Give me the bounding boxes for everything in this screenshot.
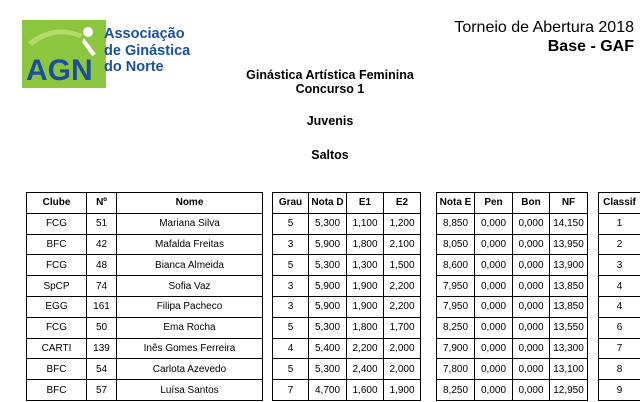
cell-pen: 0,000 [475, 380, 513, 401]
cell-e1: 2,400 [347, 359, 384, 380]
table-row [27, 338, 263, 359]
cell-nome: Inês Gomes Ferreira [117, 338, 263, 359]
col-nota-d: Nota D [309, 193, 347, 214]
table-row [27, 276, 263, 297]
cell-bon: 0,000 [513, 234, 550, 255]
contest-title: Concurso 1 [295, 82, 365, 96]
cell-grau: 7 [273, 380, 309, 401]
cell-pen: 0,000 [475, 359, 513, 380]
table-row [437, 296, 588, 317]
organization-name [104, 26, 190, 76]
cell-nota-e: 7,950 [437, 276, 475, 297]
level-title: Juvenis [306, 114, 354, 128]
cell-grau: 5 [273, 359, 309, 380]
cell-nota-e: 8,250 [437, 380, 475, 401]
table-row [599, 234, 640, 255]
col-e1: E1 [347, 193, 384, 214]
score-table [436, 192, 588, 401]
cell-num: 57 [87, 380, 117, 401]
agn-logo [22, 20, 106, 88]
cell-pen: 0,000 [475, 234, 513, 255]
cell-nome: Filipa Pacheco [117, 296, 263, 317]
cell-e2: 2,100 [384, 234, 421, 255]
table-row [273, 296, 421, 317]
org-line-1: Associação [104, 26, 185, 42]
apparatus-title: Saltos [311, 148, 349, 162]
cell-classif: 4 [599, 276, 640, 297]
cell-nota-e: 7,800 [437, 359, 475, 380]
table-row [437, 359, 588, 380]
col-grau: Grau [273, 193, 309, 214]
cell-clube: BFC [27, 359, 87, 380]
cell-classif: 6 [599, 317, 640, 338]
tournament-title [454, 18, 634, 56]
cell-nf: 13,950 [550, 234, 588, 255]
cell-num: 139 [87, 338, 117, 359]
cell-nota-d: 5,400 [309, 338, 347, 359]
cell-nota-e: 7,950 [437, 296, 475, 317]
col-clube: Clube [27, 193, 87, 214]
rank-table [598, 192, 640, 401]
table-row [599, 213, 640, 234]
table-row [273, 380, 421, 401]
table-row [437, 276, 588, 297]
cell-num: 161 [87, 296, 117, 317]
col-nf: NF [550, 193, 588, 214]
cell-nf: 14,150 [550, 213, 588, 234]
cell-classif: 8 [599, 359, 640, 380]
cell-e2: 1,500 [384, 255, 421, 276]
cell-e1: 2,200 [347, 338, 384, 359]
cell-classif: 4 [599, 296, 640, 317]
cell-e2: 1,700 [384, 317, 421, 338]
col-classif: Classif [599, 193, 640, 214]
table-row [27, 234, 263, 255]
tournament-category: Base - GAF [547, 38, 634, 55]
table-row [599, 317, 640, 338]
cell-num: 50 [87, 317, 117, 338]
table-row [27, 380, 263, 401]
cell-nf: 13,300 [550, 338, 588, 359]
cell-grau: 5 [273, 213, 309, 234]
cell-nota-d: 5,900 [309, 276, 347, 297]
cell-clube: FCG [27, 317, 87, 338]
table-row [599, 255, 640, 276]
cell-pen: 0,000 [475, 255, 513, 276]
table-row [599, 296, 640, 317]
table-row [437, 213, 588, 234]
cell-pen: 0,000 [475, 213, 513, 234]
cell-e2: 1,900 [384, 380, 421, 401]
cell-classif: 2 [599, 234, 640, 255]
logo-letters: AGN [26, 54, 93, 87]
col-e2: E2 [384, 193, 421, 214]
cell-nota-d: 5,300 [309, 255, 347, 276]
cell-nota-e: 8,850 [437, 213, 475, 234]
cell-nome: Mafalda Freitas [117, 234, 263, 255]
cell-grau: 5 [273, 255, 309, 276]
cell-bon: 0,000 [513, 380, 550, 401]
cell-clube: BFC [27, 380, 87, 401]
cell-nome: Luísa Santos [117, 380, 263, 401]
athlete-table [26, 192, 263, 401]
cell-pen: 0,000 [475, 276, 513, 297]
cell-nf: 13,850 [550, 276, 588, 297]
org-line-2: de Ginástica [104, 42, 191, 59]
cell-grau: 4 [273, 338, 309, 359]
cell-e2: 1,200 [384, 213, 421, 234]
table-row [273, 276, 421, 297]
org-line-3: do Norte [104, 59, 164, 75]
cell-e1: 1,900 [347, 276, 384, 297]
col-numero: Nº [87, 193, 117, 214]
table-row [273, 359, 421, 380]
cell-nota-d: 5,900 [309, 234, 347, 255]
col-nome: Nome [117, 193, 263, 214]
cell-nota-d: 5,900 [309, 296, 347, 317]
cell-bon: 0,000 [513, 317, 550, 338]
cell-classif: 1 [599, 213, 640, 234]
cell-grau: 3 [273, 296, 309, 317]
table-row [273, 338, 421, 359]
cell-e1: 1,900 [347, 296, 384, 317]
cell-num: 54 [87, 359, 117, 380]
cell-nf: 13,550 [550, 317, 588, 338]
cell-nome: Ema Rocha [117, 317, 263, 338]
cell-e1: 1,300 [347, 255, 384, 276]
table-row [273, 213, 421, 234]
cell-nota-d: 5,300 [309, 213, 347, 234]
cell-clube: SpCP [27, 276, 87, 297]
cell-bon: 0,000 [513, 296, 550, 317]
cell-pen: 0,000 [475, 296, 513, 317]
table-row [599, 338, 640, 359]
cell-nome: Sofia Vaz [117, 276, 263, 297]
cell-clube: CARTI [27, 338, 87, 359]
table-row [437, 255, 588, 276]
table-row [437, 338, 588, 359]
cell-nome: Bianca Almeida [117, 255, 263, 276]
cell-e1: 1,100 [347, 213, 384, 234]
table-row [27, 359, 263, 380]
col-nota-e: Nota E [437, 193, 475, 214]
cell-nota-e: 8,050 [437, 234, 475, 255]
cell-e1: 1,800 [347, 317, 384, 338]
cell-bon: 0,000 [513, 276, 550, 297]
col-pen: Pen [475, 193, 513, 214]
cell-nf: 13,850 [550, 296, 588, 317]
table-row [273, 234, 421, 255]
col-bon: Bon [513, 193, 550, 214]
cell-pen: 0,000 [475, 317, 513, 338]
cell-num: 48 [87, 255, 117, 276]
cell-nf: 13,900 [550, 255, 588, 276]
cell-classif: 3 [599, 255, 640, 276]
cell-e2: 2,000 [384, 338, 421, 359]
cell-e2: 2,200 [384, 296, 421, 317]
table-row [599, 359, 640, 380]
cell-clube: EGG [27, 296, 87, 317]
cell-grau: 3 [273, 234, 309, 255]
table-row [273, 255, 421, 276]
cell-e2: 2,200 [384, 276, 421, 297]
cell-grau: 3 [273, 276, 309, 297]
cell-e1: 1,800 [347, 234, 384, 255]
cell-e1: 1,600 [347, 380, 384, 401]
cell-nota-e: 7,900 [437, 338, 475, 359]
table-row [437, 234, 588, 255]
cell-classif: 9 [599, 380, 640, 401]
cell-clube: FCG [27, 255, 87, 276]
cell-nota-e: 8,250 [437, 317, 475, 338]
cell-num: 42 [87, 234, 117, 255]
table-row [599, 276, 640, 297]
cell-bon: 0,000 [513, 213, 550, 234]
table-row [599, 380, 640, 401]
cell-e2: 2,000 [384, 359, 421, 380]
cell-clube: FCG [27, 213, 87, 234]
logo-gymnast-head [83, 27, 93, 37]
cell-nome: Mariana Silva [117, 213, 263, 234]
cell-nome: Carlota Azevedo [117, 359, 263, 380]
cell-nota-d: 4,700 [309, 380, 347, 401]
table-row [437, 380, 588, 401]
cell-nf: 12,950 [550, 380, 588, 401]
cell-nota-d: 5,300 [309, 317, 347, 338]
cell-bon: 0,000 [513, 338, 550, 359]
table-row [273, 317, 421, 338]
table-row [437, 317, 588, 338]
cell-clube: BFC [27, 234, 87, 255]
cell-bon: 0,000 [513, 359, 550, 380]
difficulty-table [272, 192, 421, 401]
table-row [27, 296, 263, 317]
table-row [27, 255, 263, 276]
cell-num: 74 [87, 276, 117, 297]
cell-num: 51 [87, 213, 117, 234]
cell-classif: 7 [599, 338, 640, 359]
cell-bon: 0,000 [513, 255, 550, 276]
cell-nf: 13,100 [550, 359, 588, 380]
cell-nota-d: 5,300 [309, 359, 347, 380]
table-row [27, 213, 263, 234]
discipline-title: Ginástica Artística Feminina [246, 68, 414, 82]
tournament-name: Torneio de Abertura 2018 [454, 19, 634, 36]
cell-pen: 0,000 [475, 338, 513, 359]
results-sheet [26, 192, 640, 402]
cell-nota-e: 8,600 [437, 255, 475, 276]
cell-grau: 5 [273, 317, 309, 338]
table-row [27, 317, 263, 338]
